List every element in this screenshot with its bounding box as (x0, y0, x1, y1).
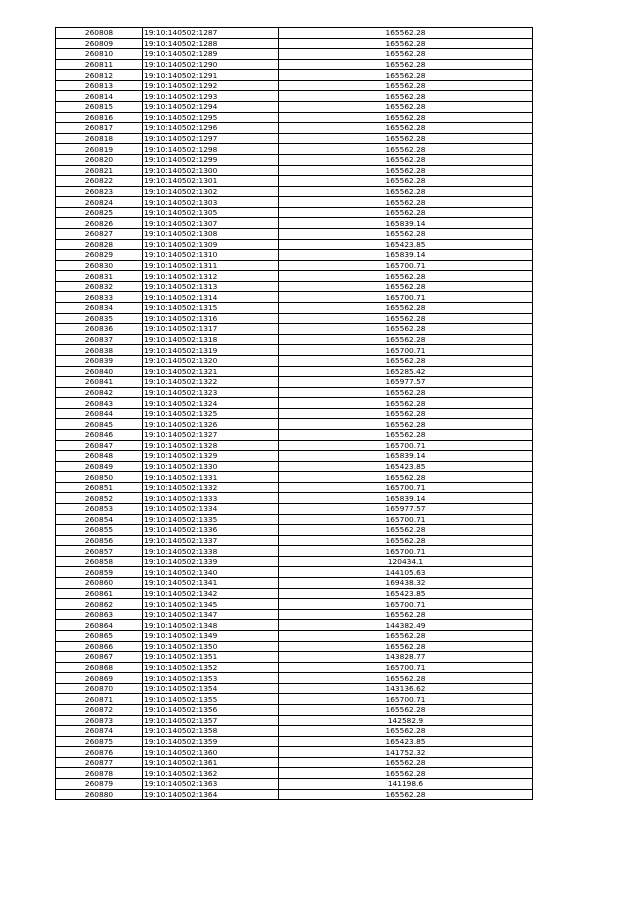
row-number-cell: 260842 (56, 387, 143, 398)
cadastral-number-cell: 19:10:140502:1351 (143, 652, 279, 663)
cadastral-number-cell: 19:10:140502:1334 (143, 504, 279, 515)
cadastral-value-cell: 165562.28 (279, 112, 533, 123)
cadastral-value-cell: 165562.28 (279, 789, 533, 800)
row-number-cell: 260846 (56, 429, 143, 440)
cadastral-number-cell: 19:10:140502:1307 (143, 218, 279, 229)
row-number-cell: 260869 (56, 673, 143, 684)
row-number-cell: 260830 (56, 260, 143, 271)
cadastral-number-cell: 19:10:140502:1318 (143, 334, 279, 345)
cadastral-value-cell: 165700.71 (279, 599, 533, 610)
cadastral-value-cell: 165562.28 (279, 165, 533, 176)
cadastral-value-cell: 165562.28 (279, 271, 533, 282)
cadastral-value-cell: 165562.28 (279, 355, 533, 366)
cadastral-value-cell: 169438.32 (279, 578, 533, 589)
cadastral-value-cell: 165562.28 (279, 535, 533, 546)
row-number-cell: 260872 (56, 705, 143, 716)
cadastral-number-cell: 19:10:140502:1291 (143, 70, 279, 81)
row-number-cell: 260868 (56, 662, 143, 673)
table-row (56, 165, 533, 176)
row-number-cell: 260862 (56, 599, 143, 610)
row-number-cell: 260880 (56, 789, 143, 800)
table-row (56, 176, 533, 187)
row-number-cell: 260863 (56, 609, 143, 620)
table-row (56, 133, 533, 144)
row-number-cell: 260838 (56, 345, 143, 356)
cadastral-value-cell: 165562.28 (279, 472, 533, 483)
table-row (56, 154, 533, 165)
cadastral-value-cell: 165562.28 (279, 303, 533, 314)
cadastral-number-cell: 19:10:140502:1347 (143, 609, 279, 620)
cadastral-value-table (55, 27, 533, 800)
cadastral-number-cell: 19:10:140502:1361 (143, 757, 279, 768)
cadastral-number-cell: 19:10:140502:1352 (143, 662, 279, 673)
cadastral-value-cell: 165700.71 (279, 482, 533, 493)
cadastral-number-cell: 19:10:140502:1363 (143, 779, 279, 790)
table-row (56, 80, 533, 91)
table-row (56, 303, 533, 314)
row-number-cell: 260856 (56, 535, 143, 546)
cadastral-value-cell: 165562.28 (279, 641, 533, 652)
cadastral-number-cell: 19:10:140502:1333 (143, 493, 279, 504)
table-row (56, 91, 533, 102)
row-number-cell: 260858 (56, 556, 143, 567)
row-number-cell: 260851 (56, 482, 143, 493)
row-number-cell: 260839 (56, 355, 143, 366)
cadastral-number-cell: 19:10:140502:1321 (143, 366, 279, 377)
table-row (56, 377, 533, 388)
cadastral-number-cell: 19:10:140502:1315 (143, 303, 279, 314)
table-row (56, 514, 533, 525)
cadastral-value-cell: 141752.32 (279, 747, 533, 758)
row-number-cell: 260825 (56, 207, 143, 218)
row-number-cell: 260841 (56, 377, 143, 388)
cadastral-value-cell: 165562.28 (279, 133, 533, 144)
row-number-cell: 260874 (56, 726, 143, 737)
cadastral-value-cell: 165562.28 (279, 609, 533, 620)
row-number-cell: 260824 (56, 197, 143, 208)
cadastral-number-cell: 19:10:140502:1317 (143, 324, 279, 335)
row-number-cell: 260808 (56, 28, 143, 39)
cadastral-value-cell: 165562.28 (279, 525, 533, 536)
cadastral-value-cell: 165839.14 (279, 250, 533, 261)
row-number-cell: 260822 (56, 176, 143, 187)
cadastral-number-cell: 19:10:140502:1327 (143, 429, 279, 440)
row-number-cell: 260852 (56, 493, 143, 504)
row-number-cell: 260844 (56, 408, 143, 419)
cadastral-value-cell: 144382.49 (279, 620, 533, 631)
table-row (56, 694, 533, 705)
cadastral-value-cell: 165562.28 (279, 176, 533, 187)
cadastral-value-cell: 165562.28 (279, 38, 533, 49)
cadastral-number-cell: 19:10:140502:1331 (143, 472, 279, 483)
cadastral-number-cell: 19:10:140502:1294 (143, 102, 279, 113)
cadastral-number-cell: 19:10:140502:1311 (143, 260, 279, 271)
row-number-cell: 260815 (56, 102, 143, 113)
table-row (56, 630, 533, 641)
table-row (56, 609, 533, 620)
cadastral-number-cell: 19:10:140502:1290 (143, 59, 279, 70)
table-row (56, 345, 533, 356)
cadastral-number-cell: 19:10:140502:1289 (143, 49, 279, 60)
row-number-cell: 260865 (56, 630, 143, 641)
table-row (56, 451, 533, 462)
table-row (56, 461, 533, 472)
row-number-cell: 260875 (56, 736, 143, 747)
row-number-cell: 260836 (56, 324, 143, 335)
table-row (56, 673, 533, 684)
cadastral-value-cell: 165562.28 (279, 324, 533, 335)
cadastral-value-cell: 142582.9 (279, 715, 533, 726)
row-number-cell: 260854 (56, 514, 143, 525)
cadastral-number-cell: 19:10:140502:1287 (143, 28, 279, 39)
cadastral-number-cell: 19:10:140502:1298 (143, 144, 279, 155)
table-row (56, 102, 533, 113)
row-number-cell: 260847 (56, 440, 143, 451)
row-number-cell: 260850 (56, 472, 143, 483)
cadastral-number-cell: 19:10:140502:1302 (143, 186, 279, 197)
row-number-cell: 260840 (56, 366, 143, 377)
cadastral-value-cell: 165562.28 (279, 313, 533, 324)
row-number-cell: 260827 (56, 228, 143, 239)
cadastral-value-cell: 165562.28 (279, 429, 533, 440)
table-row (56, 38, 533, 49)
cadastral-number-cell: 19:10:140502:1313 (143, 281, 279, 292)
cadastral-number-cell: 19:10:140502:1325 (143, 408, 279, 419)
cadastral-number-cell: 19:10:140502:1326 (143, 419, 279, 430)
cadastral-number-cell: 19:10:140502:1301 (143, 176, 279, 187)
cadastral-value-cell: 141198.6 (279, 779, 533, 790)
table-row (56, 504, 533, 515)
cadastral-number-cell: 19:10:140502:1314 (143, 292, 279, 303)
cadastral-number-cell: 19:10:140502:1354 (143, 683, 279, 694)
cadastral-number-cell: 19:10:140502:1364 (143, 789, 279, 800)
cadastral-value-cell: 165562.28 (279, 197, 533, 208)
row-number-cell: 260817 (56, 123, 143, 134)
table-row (56, 271, 533, 282)
cadastral-value-cell: 165562.28 (279, 70, 533, 81)
cadastral-number-cell: 19:10:140502:1300 (143, 165, 279, 176)
cadastral-value-cell: 165562.28 (279, 28, 533, 39)
row-number-cell: 260809 (56, 38, 143, 49)
cadastral-number-cell: 19:10:140502:1296 (143, 123, 279, 134)
row-number-cell: 260834 (56, 303, 143, 314)
cadastral-number-cell: 19:10:140502:1316 (143, 313, 279, 324)
cadastral-number-cell: 19:10:140502:1329 (143, 451, 279, 462)
table-row (56, 705, 533, 716)
cadastral-value-cell: 143136.62 (279, 683, 533, 694)
cadastral-number-cell: 19:10:140502:1338 (143, 546, 279, 557)
table-row (56, 620, 533, 631)
table-row (56, 482, 533, 493)
row-number-cell: 260823 (56, 186, 143, 197)
table-row (56, 186, 533, 197)
row-number-cell: 260861 (56, 588, 143, 599)
table-row (56, 726, 533, 737)
row-number-cell: 260829 (56, 250, 143, 261)
cadastral-value-cell: 165562.28 (279, 102, 533, 113)
row-number-cell: 260835 (56, 313, 143, 324)
cadastral-number-cell: 19:10:140502:1340 (143, 567, 279, 578)
cadastral-number-cell: 19:10:140502:1288 (143, 38, 279, 49)
cadastral-number-cell: 19:10:140502:1322 (143, 377, 279, 388)
cadastral-value-cell: 165562.28 (279, 80, 533, 91)
cadastral-value-cell: 165562.28 (279, 186, 533, 197)
cadastral-number-cell: 19:10:140502:1339 (143, 556, 279, 567)
table-row (56, 556, 533, 567)
table-row (56, 408, 533, 419)
cadastral-number-cell: 19:10:140502:1362 (143, 768, 279, 779)
table-row (56, 429, 533, 440)
row-number-cell: 260821 (56, 165, 143, 176)
table-row (56, 197, 533, 208)
table-row (56, 324, 533, 335)
row-number-cell: 260826 (56, 218, 143, 229)
row-number-cell: 260813 (56, 80, 143, 91)
row-number-cell: 260831 (56, 271, 143, 282)
cadastral-number-cell: 19:10:140502:1295 (143, 112, 279, 123)
cadastral-value-cell: 165562.28 (279, 419, 533, 430)
table-row (56, 768, 533, 779)
row-number-cell: 260864 (56, 620, 143, 631)
row-number-cell: 260812 (56, 70, 143, 81)
cadastral-number-cell: 19:10:140502:1303 (143, 197, 279, 208)
row-number-cell: 260819 (56, 144, 143, 155)
cadastral-value-cell: 165839.14 (279, 218, 533, 229)
row-number-cell: 260857 (56, 546, 143, 557)
table-row (56, 59, 533, 70)
cadastral-value-cell: 165700.71 (279, 546, 533, 557)
cadastral-number-cell: 19:10:140502:1330 (143, 461, 279, 472)
cadastral-number-cell: 19:10:140502:1349 (143, 630, 279, 641)
row-number-cell: 260878 (56, 768, 143, 779)
cadastral-number-cell: 19:10:140502:1345 (143, 599, 279, 610)
table-row (56, 757, 533, 768)
table-row (56, 334, 533, 345)
row-number-cell: 260816 (56, 112, 143, 123)
row-number-cell: 260876 (56, 747, 143, 758)
cadastral-number-cell: 19:10:140502:1324 (143, 398, 279, 409)
cadastral-number-cell: 19:10:140502:1312 (143, 271, 279, 282)
cadastral-value-cell: 165700.71 (279, 662, 533, 673)
table-row (56, 398, 533, 409)
cadastral-value-cell: 165977.57 (279, 504, 533, 515)
row-number-cell: 260843 (56, 398, 143, 409)
cadastral-value-cell: 165839.14 (279, 451, 533, 462)
table-row (56, 313, 533, 324)
row-number-cell: 260877 (56, 757, 143, 768)
cadastral-value-cell: 165700.71 (279, 514, 533, 525)
row-number-cell: 260867 (56, 652, 143, 663)
table-row (56, 736, 533, 747)
row-number-cell: 260853 (56, 504, 143, 515)
table-row (56, 652, 533, 663)
row-number-cell: 260873 (56, 715, 143, 726)
cadastral-value-cell: 165562.28 (279, 59, 533, 70)
table-row (56, 144, 533, 155)
cadastral-number-cell: 19:10:140502:1320 (143, 355, 279, 366)
table-row (56, 292, 533, 303)
table-row (56, 588, 533, 599)
cadastral-number-cell: 19:10:140502:1353 (143, 673, 279, 684)
cadastral-number-cell: 19:10:140502:1305 (143, 207, 279, 218)
row-number-cell: 260848 (56, 451, 143, 462)
cadastral-number-cell: 19:10:140502:1297 (143, 133, 279, 144)
cadastral-number-cell: 19:10:140502:1332 (143, 482, 279, 493)
cadastral-value-cell: 165285.42 (279, 366, 533, 377)
table-row (56, 112, 533, 123)
table-row (56, 49, 533, 60)
row-number-cell: 260859 (56, 567, 143, 578)
table-row (56, 493, 533, 504)
cadastral-number-cell: 19:10:140502:1355 (143, 694, 279, 705)
row-number-cell: 260849 (56, 461, 143, 472)
table-row (56, 123, 533, 134)
cadastral-number-cell: 19:10:140502:1337 (143, 535, 279, 546)
cadastral-value-cell: 165562.28 (279, 673, 533, 684)
table-row (56, 747, 533, 758)
table-row (56, 207, 533, 218)
table-row (56, 239, 533, 250)
table-row (56, 355, 533, 366)
table-row (56, 419, 533, 430)
table-row (56, 366, 533, 377)
cadastral-value-cell: 165700.71 (279, 440, 533, 451)
cadastral-value-cell: 165562.28 (279, 144, 533, 155)
cadastral-value-cell: 165700.71 (279, 260, 533, 271)
table-row (56, 387, 533, 398)
cadastral-value-cell: 165700.71 (279, 292, 533, 303)
cadastral-value-cell: 165562.28 (279, 49, 533, 60)
cadastral-number-cell: 19:10:140502:1323 (143, 387, 279, 398)
cadastral-value-cell: 165423.85 (279, 588, 533, 599)
table-row (56, 683, 533, 694)
cadastral-number-cell: 19:10:140502:1328 (143, 440, 279, 451)
cadastral-value-cell: 165562.28 (279, 705, 533, 716)
row-number-cell: 260828 (56, 239, 143, 250)
table-row (56, 567, 533, 578)
cadastral-value-cell: 165977.57 (279, 377, 533, 388)
table-row (56, 779, 533, 790)
cadastral-number-cell: 19:10:140502:1319 (143, 345, 279, 356)
cadastral-value-cell: 143828.77 (279, 652, 533, 663)
table-row (56, 218, 533, 229)
table-row (56, 578, 533, 589)
row-number-cell: 260870 (56, 683, 143, 694)
table-row (56, 472, 533, 483)
cadastral-number-cell: 19:10:140502:1308 (143, 228, 279, 239)
cadastral-value-cell: 144105.63 (279, 567, 533, 578)
cadastral-number-cell: 19:10:140502:1341 (143, 578, 279, 589)
cadastral-value-cell: 165562.28 (279, 281, 533, 292)
row-number-cell: 260833 (56, 292, 143, 303)
table-row (56, 260, 533, 271)
cadastral-number-cell: 19:10:140502:1350 (143, 641, 279, 652)
row-number-cell: 260879 (56, 779, 143, 790)
table-row (56, 662, 533, 673)
cadastral-number-cell: 19:10:140502:1359 (143, 736, 279, 747)
cadastral-number-cell: 19:10:140502:1357 (143, 715, 279, 726)
table-row (56, 70, 533, 81)
table-row (56, 28, 533, 39)
row-number-cell: 260810 (56, 49, 143, 60)
row-number-cell: 260860 (56, 578, 143, 589)
cadastral-value-cell: 165562.28 (279, 408, 533, 419)
cadastral-value-cell: 165562.28 (279, 154, 533, 165)
table-row (56, 789, 533, 800)
cadastral-number-cell: 19:10:140502:1293 (143, 91, 279, 102)
table-row (56, 641, 533, 652)
cadastral-number-cell: 19:10:140502:1310 (143, 250, 279, 261)
table-row (56, 599, 533, 610)
cadastral-number-cell: 19:10:140502:1292 (143, 80, 279, 91)
row-number-cell: 260871 (56, 694, 143, 705)
cadastral-value-cell: 165423.85 (279, 461, 533, 472)
row-number-cell: 260855 (56, 525, 143, 536)
cadastral-number-cell: 19:10:140502:1348 (143, 620, 279, 631)
cadastral-number-cell: 19:10:140502:1360 (143, 747, 279, 758)
cadastral-value-cell: 165562.28 (279, 228, 533, 239)
table-row (56, 250, 533, 261)
row-number-cell: 260820 (56, 154, 143, 165)
cadastral-value-cell: 165423.85 (279, 736, 533, 747)
cadastral-number-cell: 19:10:140502:1358 (143, 726, 279, 737)
table-row (56, 715, 533, 726)
row-number-cell: 260832 (56, 281, 143, 292)
table-row (56, 281, 533, 292)
cadastral-value-cell: 165562.28 (279, 387, 533, 398)
cadastral-number-cell: 19:10:140502:1342 (143, 588, 279, 599)
table-row (56, 440, 533, 451)
row-number-cell: 260814 (56, 91, 143, 102)
table-row (56, 535, 533, 546)
table-row (56, 228, 533, 239)
cadastral-number-cell: 19:10:140502:1336 (143, 525, 279, 536)
row-number-cell: 260811 (56, 59, 143, 70)
cadastral-value-cell: 165562.28 (279, 726, 533, 737)
cadastral-value-cell: 165423.85 (279, 239, 533, 250)
cadastral-number-cell: 19:10:140502:1309 (143, 239, 279, 250)
cadastral-value-cell: 165562.28 (279, 768, 533, 779)
cadastral-value-cell: 165700.71 (279, 345, 533, 356)
cadastral-value-cell: 165562.28 (279, 123, 533, 134)
cadastral-number-cell: 19:10:140502:1356 (143, 705, 279, 716)
row-number-cell: 260845 (56, 419, 143, 430)
cadastral-value-cell: 165562.28 (279, 398, 533, 409)
row-number-cell: 260818 (56, 133, 143, 144)
cadastral-value-cell: 165700.71 (279, 694, 533, 705)
cadastral-value-cell: 165562.28 (279, 207, 533, 218)
row-number-cell: 260866 (56, 641, 143, 652)
row-number-cell: 260837 (56, 334, 143, 345)
table-body (56, 28, 533, 800)
table-row (56, 525, 533, 536)
cadastral-value-cell: 120434.1 (279, 556, 533, 567)
table-row (56, 546, 533, 557)
cadastral-value-cell: 165562.28 (279, 91, 533, 102)
cadastral-number-cell: 19:10:140502:1335 (143, 514, 279, 525)
cadastral-number-cell: 19:10:140502:1299 (143, 154, 279, 165)
cadastral-value-cell: 165562.28 (279, 630, 533, 641)
cadastral-value-cell: 165839.14 (279, 493, 533, 504)
cadastral-value-cell: 165562.28 (279, 334, 533, 345)
cadastral-value-cell: 165562.28 (279, 757, 533, 768)
